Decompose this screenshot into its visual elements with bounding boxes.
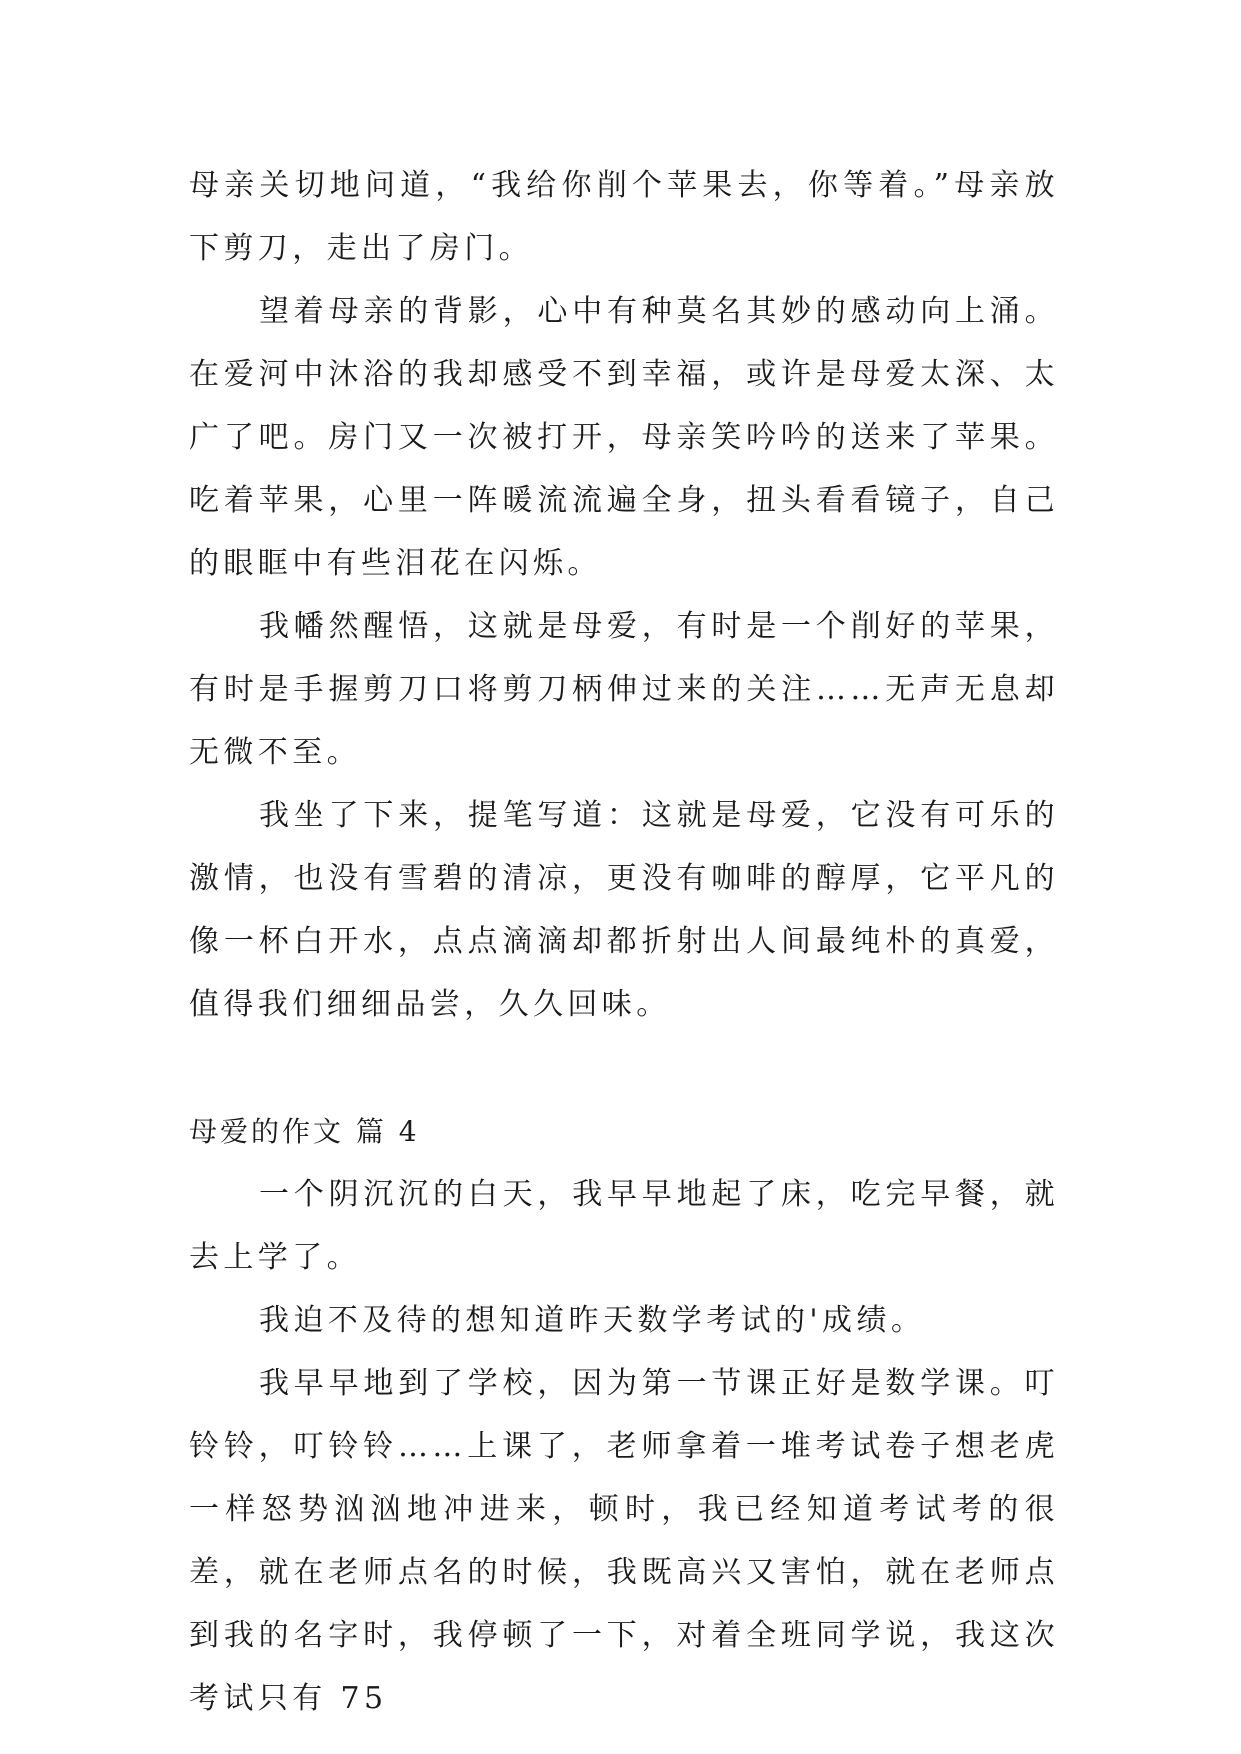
paragraph: 我幡然醒悟，这就是母爱，有时是一个削好的苹果，有时是手握剪刀口将剪刀柄伸过来的关注……无声无息却无微不至。 — [189, 609, 1059, 770]
paragraph-continued: 母亲关切地问道，“我给你削个苹果去，你等着。”母亲放下剪刀，走出了房门。 — [189, 168, 1059, 266]
paragraph: 望着母亲的背影，心中有种莫名其妙的感动向上涌。在爱河中沐浴的我却感受不到幸福，或许是母爱太深、太广了吧。房门又一次被打开，母亲笑吟吟的送来了苹果。吃着苹果，心里一阵暖流流遍全身，扭头看看镜子，自己的眼眶中有些泪花在闪烁。 — [189, 294, 1059, 581]
paragraph: 我早早地到了学校，因为第一节课正好是数学课。叮铃铃，叮铃铃……上课了，老师拿着一堆考试卷子想老虎一样怒势汹汹地冲进来，顿时，我已经知道考试考的很差，就在老师点名的时候，我既高兴又害怕，就在老师点到我的名字时，我停顿了一下，对着全班同学说，我这次考试只有 75 — [189, 1366, 1059, 1716]
essay-text — [189, 154, 1059, 1730]
paragraph: 一个阴沉沉的白天，我早早地起了床，吃完早餐，就去上学了。 — [189, 1177, 1059, 1275]
paragraph: 我坐了下来，提笔写道：这就是母爱，它没有可乐的激情，也没有雪碧的清凉，更没有咖啡的醇厚，它平凡的像一杯白开水，点点滴滴却都折射出人间最纯朴的真爱，值得我们细细品尝，久久回味。 — [189, 798, 1059, 1022]
section-heading: 母爱的作文 篇 4 — [189, 1115, 420, 1148]
paragraph: 我迫不及待的想知道昨天数学考试的'成绩。 — [259, 1303, 926, 1338]
